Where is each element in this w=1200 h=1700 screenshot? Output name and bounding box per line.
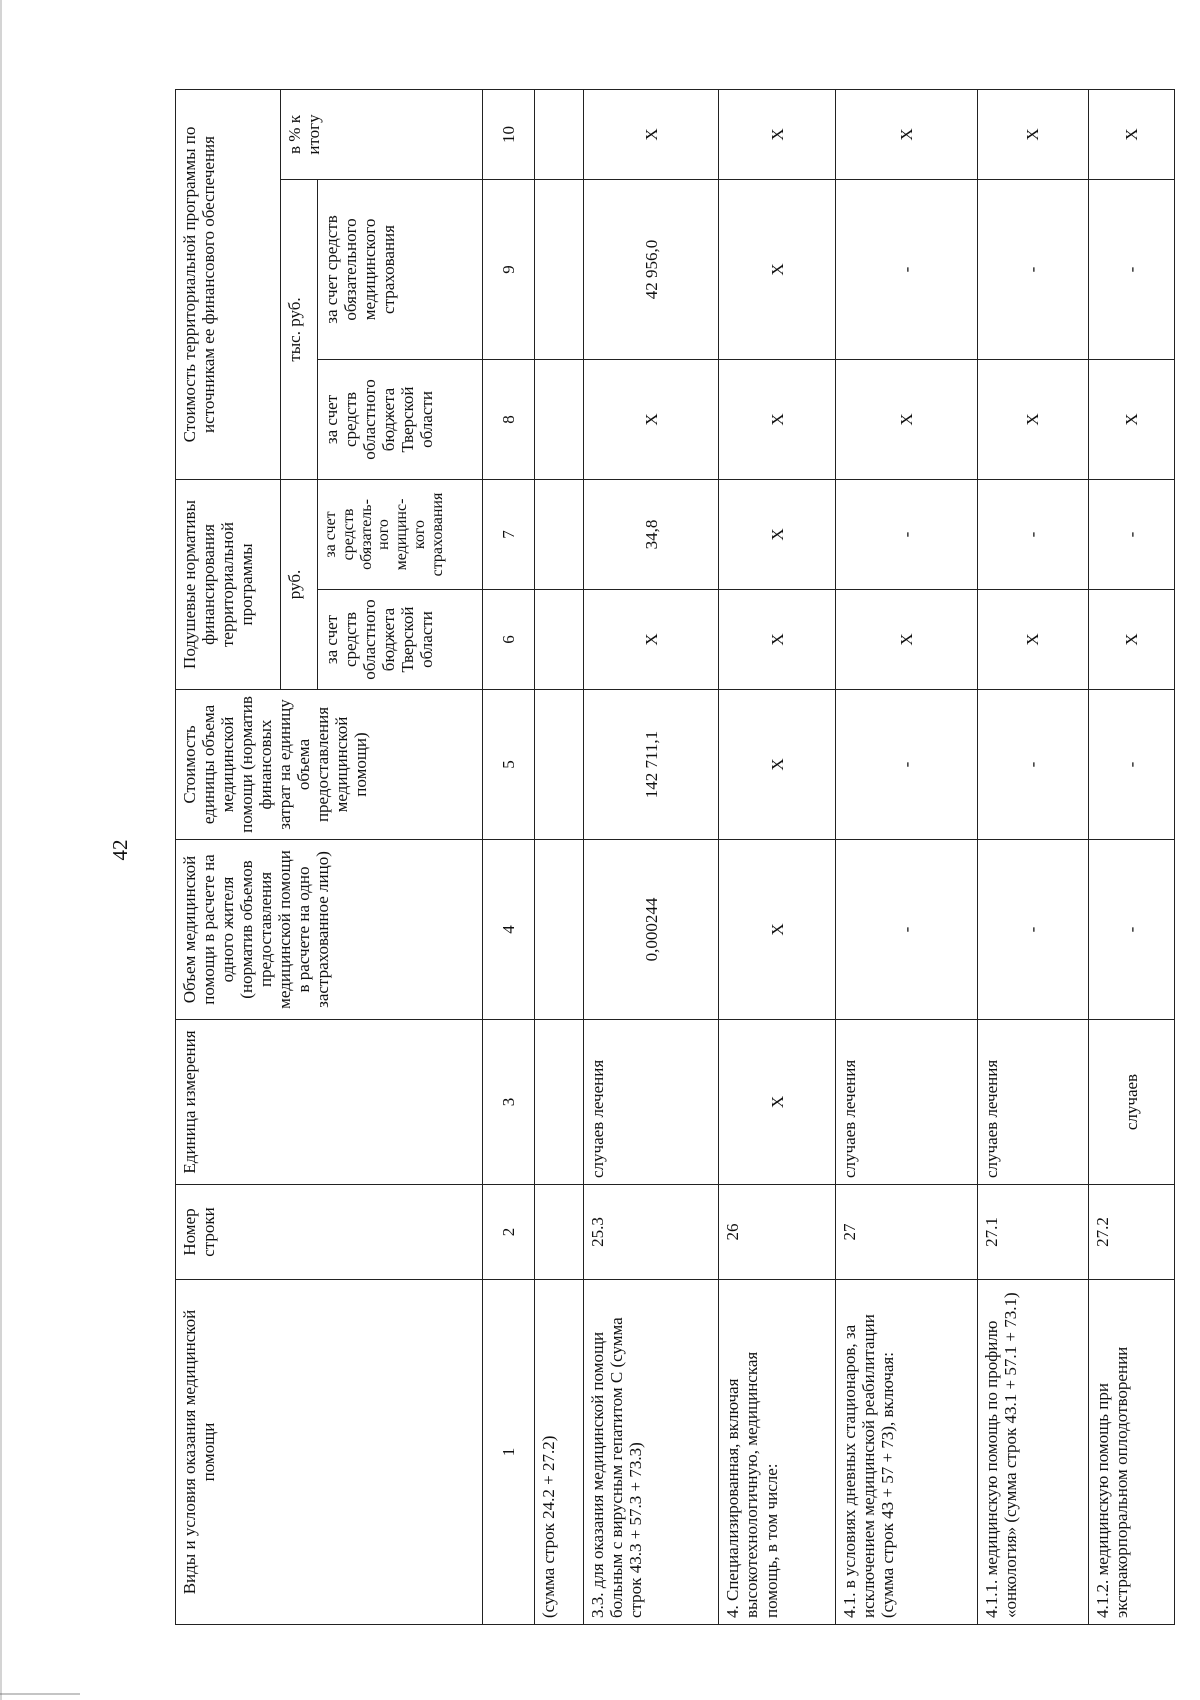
row-unit-cost: - (1088, 690, 1174, 840)
row-volume: - (977, 840, 1088, 1020)
row-description: 3.3. для оказания медицинской помощи больным с вирусным гепатитом С (сумма строк 43.3 + 57.3 + 73.3) (584, 1280, 719, 1625)
table-row (584, 89, 719, 1624)
row-cost-budget (534, 359, 583, 479)
rotated-table-container (175, 90, 1175, 1625)
table-row (1088, 89, 1174, 1624)
row-norm-budget: X (1088, 590, 1174, 690)
row-unit: случаев лечения (584, 1020, 719, 1185)
row-cost-oms: X (719, 179, 836, 359)
row-unit-cost: - (977, 690, 1088, 840)
column-number: 3 (483, 1020, 535, 1185)
row-unit (534, 1020, 583, 1185)
row-norm-oms: 34,8 (584, 479, 719, 589)
row-number: 27.1 (977, 1185, 1088, 1280)
page-number: 42 (108, 839, 132, 861)
row-percent: X (719, 89, 836, 179)
row-unit-cost: - (836, 690, 978, 840)
header-row-1 (176, 89, 281, 1624)
row-description: 4.1. в условиях дневных стационаров, за исключением медицинской реабилитации (сумма строк 43 + 57 + 73), включая: (836, 1280, 978, 1625)
column-number: 8 (483, 359, 535, 479)
row-volume (534, 840, 583, 1020)
row-description: 4. Специализированная, включая высокотехнологичную, медицинская помощь, в том числе: (719, 1280, 836, 1625)
row-percent: X (1088, 89, 1174, 179)
column-number: 4 (483, 840, 535, 1020)
row-cost-oms: 42 956,0 (584, 179, 719, 359)
header-oms-norm: за счет средств обязатель-ного медицинс-кого страхования (317, 479, 482, 589)
row-volume: X (719, 840, 836, 1020)
header-regional-budget-norm: за счет средств областного бюджета Тверской области (317, 590, 482, 690)
row-cost-budget: X (719, 359, 836, 479)
financing-table (175, 89, 1175, 1625)
scan-bottom-mark (0, 1693, 80, 1695)
scan-left-edge (0, 0, 2, 1700)
header-thous-rub: тыс. руб. (280, 179, 317, 479)
row-norm-oms (534, 479, 583, 589)
header-unit-cost: Стоимость единицы объема медицинской помощи (норматив финансовых затрат на единицу объема предоставления медицинской помощи) (176, 690, 483, 840)
row-norm-budget (534, 590, 583, 690)
row-cost-oms: - (1088, 179, 1174, 359)
row-norm-oms: - (977, 479, 1088, 589)
row-percent: X (836, 89, 978, 179)
header-kinds: Виды и условия оказания медицинской помощи (176, 1280, 483, 1625)
row-unit-cost: 142 711,1 (584, 690, 719, 840)
table-row (719, 89, 836, 1624)
row-cost-budget: X (1088, 359, 1174, 479)
column-number: 10 (483, 89, 535, 179)
row-unit: случаев (1088, 1020, 1174, 1185)
header-rub: руб. (280, 479, 317, 689)
row-description: 4.1.2. медицинскую помощь при экстракорпоральном оплодотворении (1088, 1280, 1174, 1625)
header-per-capita-norms: Подушевые нормативы финансирования территориальной программы (176, 479, 281, 689)
row-norm-oms: X (719, 479, 836, 589)
table-row (836, 89, 978, 1624)
header-oms-cost: за счет средств обязательного медицинского страхования (317, 179, 482, 359)
row-number: 26 (719, 1185, 836, 1280)
row-description: (сумма строк 24.2 + 27.2) (534, 1280, 583, 1625)
column-number: 5 (483, 690, 535, 840)
row-number (534, 1185, 583, 1280)
table-row (534, 89, 583, 1624)
row-number: 27 (836, 1185, 978, 1280)
header-volume: Объем медицинской помощи в расчете на одного жителя (норматив объемов предоставления медицинской помощи в расчете на одно застрахованное лицо) (176, 840, 483, 1020)
row-cost-budget: X (584, 359, 719, 479)
header-regional-budget-cost: за счет средств областного бюджета Тверской области (317, 359, 482, 479)
row-norm-budget: X (584, 590, 719, 690)
row-cost-oms (534, 179, 583, 359)
row-volume: - (1088, 840, 1174, 1020)
header-unit: Единица измерения (176, 1020, 483, 1185)
row-norm-budget: X (719, 590, 836, 690)
row-unit-cost (534, 690, 583, 840)
row-volume: - (836, 840, 978, 1020)
column-number: 2 (483, 1185, 535, 1280)
row-cost-oms: - (836, 179, 978, 359)
column-number: 9 (483, 179, 535, 359)
column-numbers-row (483, 89, 535, 1624)
column-number: 6 (483, 590, 535, 690)
row-norm-oms: - (836, 479, 978, 589)
row-number: 25.3 (584, 1185, 719, 1280)
row-percent: X (584, 89, 719, 179)
header-percent: в % к итогу (280, 89, 482, 179)
row-norm-budget: X (836, 590, 978, 690)
row-volume: 0,000244 (584, 840, 719, 1020)
header-row-number: Номер строки (176, 1185, 483, 1280)
row-description: 4.1.1. медицинскую помощь по профилю «онкология» (сумма строк 43.1 + 57.1 + 73.1) (977, 1280, 1088, 1625)
row-norm-oms: - (1088, 479, 1174, 589)
row-unit: случаев лечения (977, 1020, 1088, 1185)
table-row (977, 89, 1088, 1624)
row-number: 27.2 (1088, 1185, 1174, 1280)
column-number: 1 (483, 1280, 535, 1625)
row-unit: случаев лечения (836, 1020, 978, 1185)
row-unit: X (719, 1020, 836, 1185)
header-program-cost: Стоимость территориальной программы по источникам ее финансового обеспечения (176, 89, 281, 479)
column-number: 7 (483, 479, 535, 589)
row-cost-budget: X (977, 359, 1088, 479)
row-percent (534, 89, 583, 179)
row-cost-oms: - (977, 179, 1088, 359)
row-norm-budget: X (977, 590, 1088, 690)
row-cost-budget: X (836, 359, 978, 479)
row-unit-cost: X (719, 690, 836, 840)
row-percent: X (977, 89, 1088, 179)
